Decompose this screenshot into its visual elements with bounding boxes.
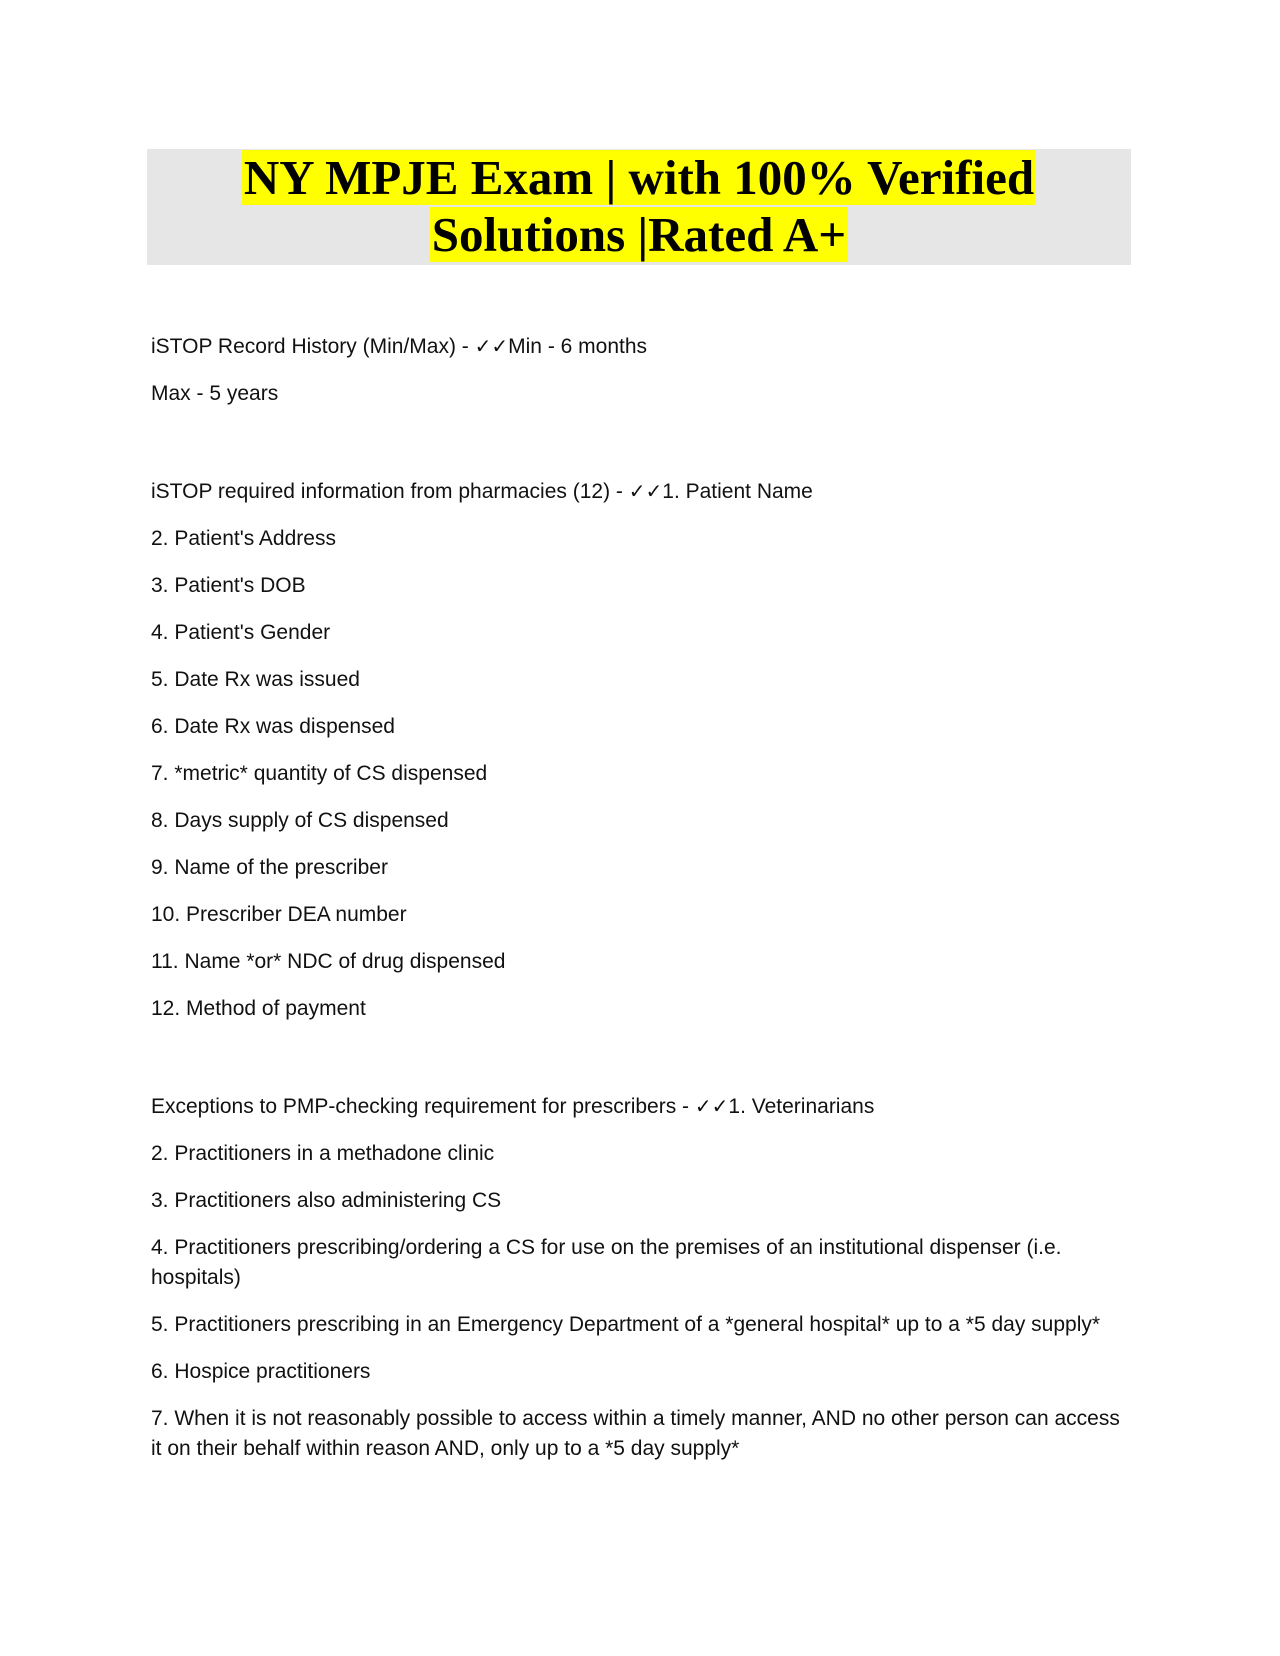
question-line: iSTOP Record History (Min/Max) - ✓✓Min - 6 months [151, 334, 648, 358]
answer-line: 2. Patient's Address [151, 527, 336, 550]
title-line-2: Solutions |Rated A+ [431, 207, 847, 262]
title-line-1: NY MPJE Exam | with 100% Verified [243, 150, 1035, 205]
answer-line: 4. Patient's Gender [151, 621, 331, 644]
answer-line: 4. Practitioners prescribing/ordering a CS for use on the premises of an institutional dispenser (i.e. hospitals) [151, 1236, 1062, 1289]
checkmark-icon: ✓✓ [474, 334, 509, 358]
checkmark-icon: ✓✓ [694, 1094, 729, 1118]
document-body [151, 331, 1131, 1481]
answer-line: 2. Practitioners in a methadone clinic [151, 1142, 495, 1165]
answer-line: 12. Method of payment [151, 997, 366, 1020]
answer-line: 5. Practitioners prescribing in an Emergency Department of a *general hospital* up to a *5 day supply* [151, 1313, 1101, 1336]
answer-line: 7. *metric* quantity of CS dispensed [151, 762, 488, 785]
answer-line: 11. Name *or* NDC of drug dispensed [151, 950, 506, 973]
answer-line: 3. Practitioners also administering CS [151, 1189, 502, 1212]
answer-line: 6. Hospice practitioners [151, 1360, 371, 1383]
answer-line: 10. Prescriber DEA number [151, 903, 407, 926]
question-line: iSTOP required information from pharmacies (12) - ✓✓1. Patient Name [151, 479, 813, 503]
answer-line: Max - 5 years [151, 382, 279, 405]
answer-line: 9. Name of the prescriber [151, 856, 388, 879]
section-gap [151, 1041, 1131, 1091]
section-gap [151, 426, 1131, 476]
answer-line: 6. Date Rx was dispensed [151, 715, 395, 738]
question-line: Exceptions to PMP-checking requirement for prescribers - ✓✓1. Veterinarians [151, 1094, 875, 1118]
checkmark-icon: ✓✓ [628, 479, 663, 503]
answer-line: 7. When it is not reasonably possible to access within a timely manner, AND no other person can access it on their behalf within reason AND, only up to a *5 day supply* [151, 1407, 1120, 1460]
answer-line: 5. Date Rx was issued [151, 668, 360, 691]
document-title [147, 149, 1131, 265]
answer-line: 3. Patient's DOB [151, 574, 306, 597]
answer-line: 8. Days supply of CS dispensed [151, 809, 449, 832]
